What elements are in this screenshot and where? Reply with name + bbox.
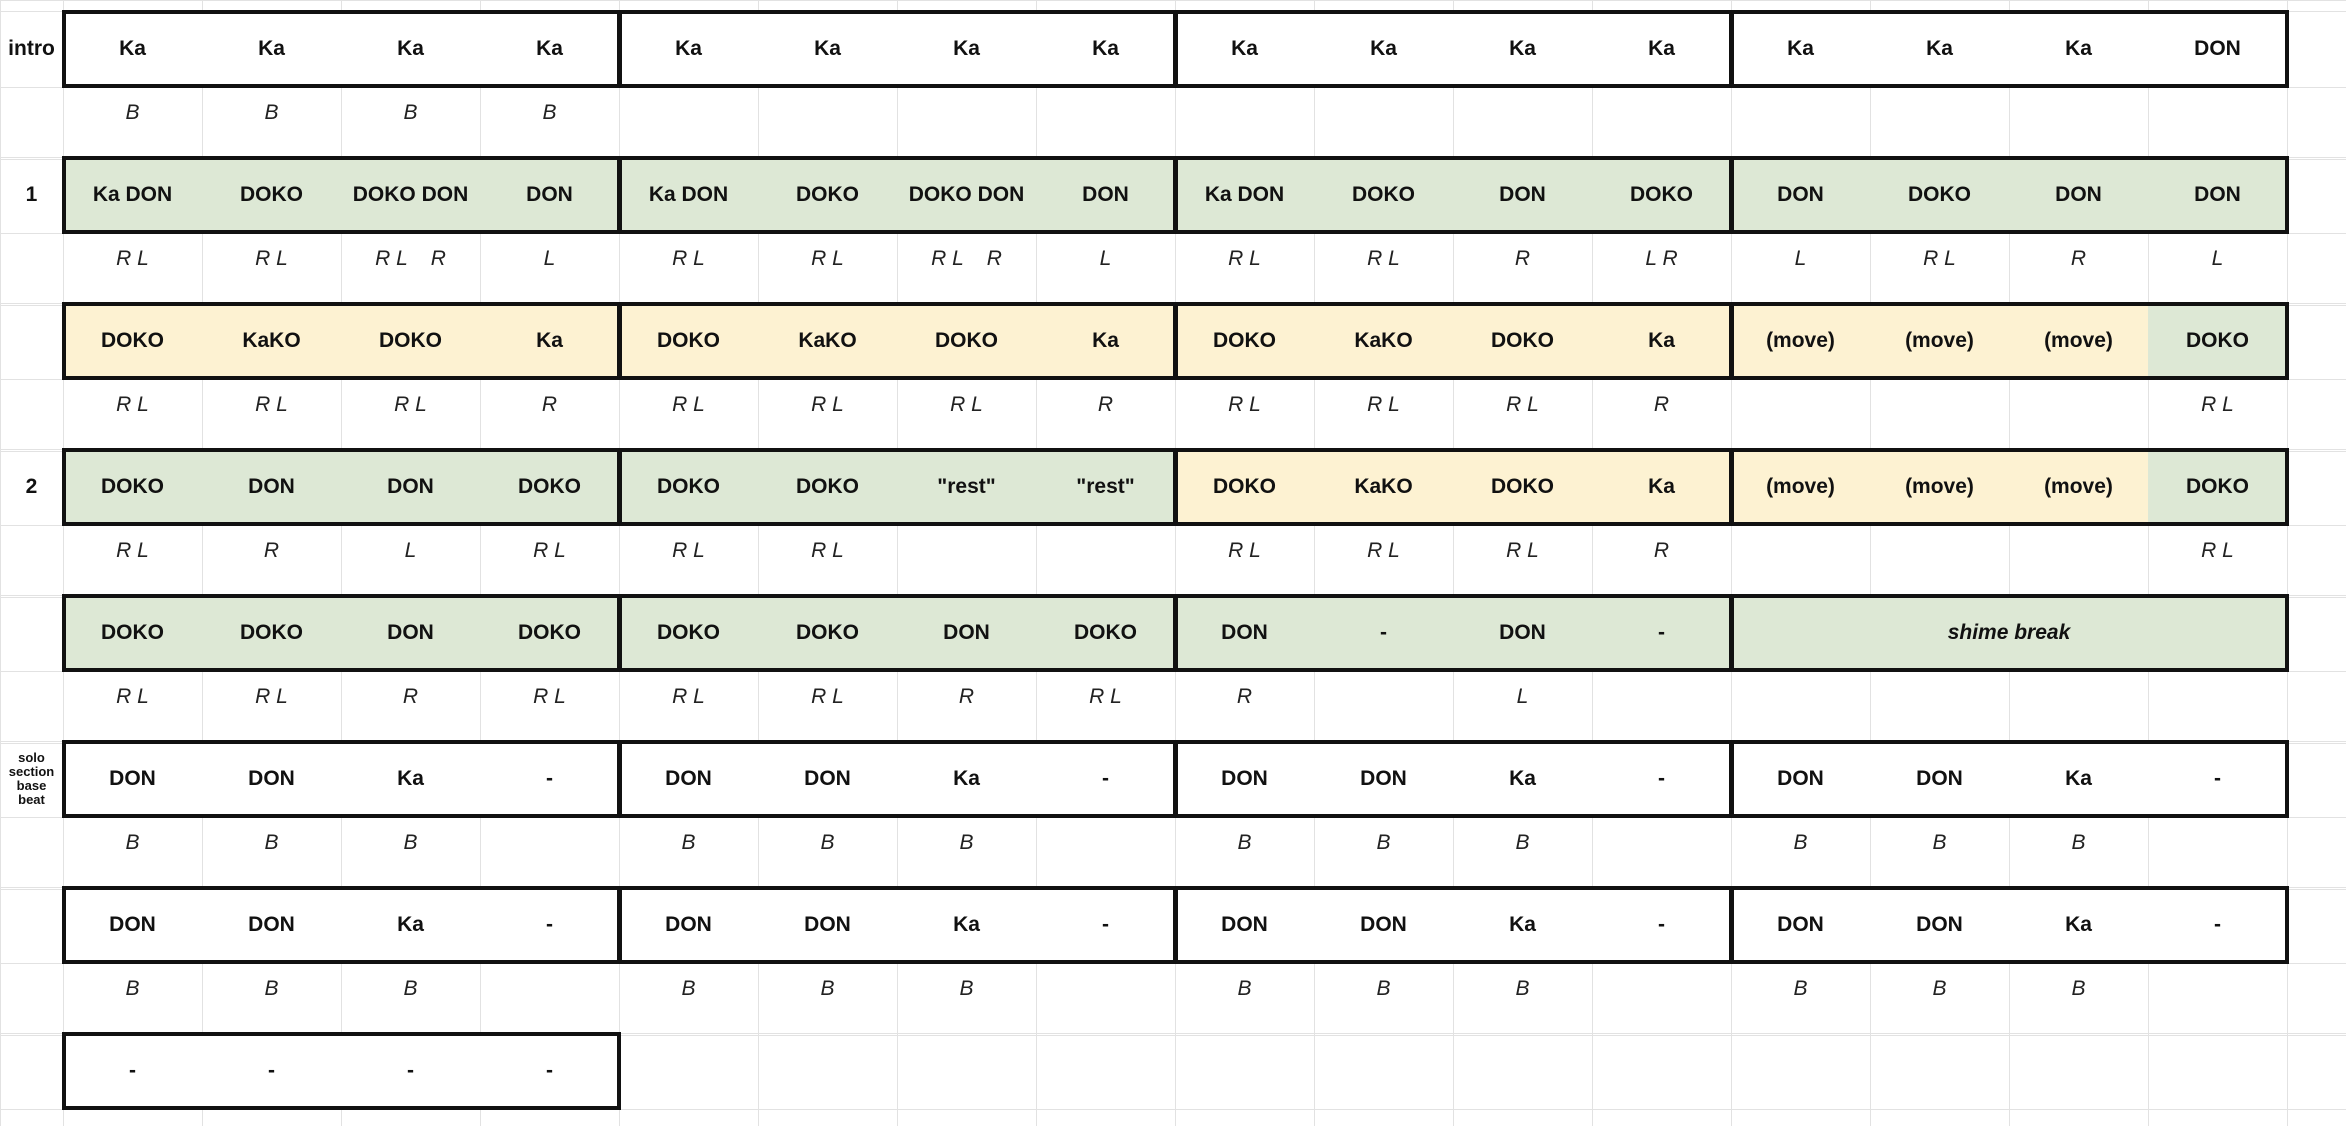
hand-annotation: R <box>1653 393 1670 416</box>
beat-cell: DOKO <box>758 449 897 525</box>
beat-cell: Ka <box>1036 11 1175 87</box>
beat-cell: DOKO <box>1453 449 1592 525</box>
beat-cell: (move) <box>1870 303 2009 379</box>
measure-border <box>1174 10 1733 88</box>
beat-cell: DON <box>758 887 897 963</box>
beat-cell: DON <box>1731 741 1870 817</box>
beat-cell: DON <box>1175 887 1314 963</box>
beat-cell: DON <box>1453 595 1592 671</box>
measure-border <box>62 10 621 88</box>
beat-cell: DOKO <box>1870 157 2009 233</box>
measure-border <box>618 594 1177 672</box>
hand-annotation: B <box>542 101 557 124</box>
hand-annotation: B <box>403 977 418 1000</box>
hand-annotation: R L <box>1367 539 1400 562</box>
beat-cell: Ka <box>1175 11 1314 87</box>
beat-cell: (move) <box>2009 303 2148 379</box>
hand-annotation: R L <box>2201 539 2234 562</box>
hand-annotation: R L <box>1228 539 1261 562</box>
beat-cell: KaKO <box>1314 303 1453 379</box>
hand-annotation: L <box>1516 685 1529 708</box>
beat-cell: Ka <box>758 11 897 87</box>
hand-annotation: B <box>681 977 696 1000</box>
hand-annotation: B <box>1376 831 1391 854</box>
beat-cell: (move) <box>1731 303 1870 379</box>
shime-break-cell: shime break <box>1731 595 2287 671</box>
beat-cell: (move) <box>2009 449 2148 525</box>
hand-annotation: B <box>959 831 974 854</box>
hand-annotation: R <box>1236 685 1253 708</box>
beat-cell: - <box>1314 595 1453 671</box>
beat-cell: (move) <box>1731 449 1870 525</box>
row-label: solo section base beat <box>8 750 55 807</box>
hand-annotation: R L <box>116 685 149 708</box>
measure-border <box>618 740 1177 818</box>
beat-cell: DON <box>2148 11 2287 87</box>
beat-cell: - <box>1036 741 1175 817</box>
hand-annotation: B <box>959 977 974 1000</box>
hand-annotation: R L <box>1506 539 1539 562</box>
hand-annotation: R L <box>1506 393 1539 416</box>
hand-annotation: B <box>820 977 835 1000</box>
beat-cell: DOKO <box>480 595 619 671</box>
beat-cell: DOKO <box>1036 595 1175 671</box>
beat-cell: DON <box>1314 741 1453 817</box>
beat-cell: (move) <box>1870 449 2009 525</box>
beat-cell: DON <box>202 741 341 817</box>
hand-annotation: R L <box>116 247 149 270</box>
beat-cell: DOKO <box>1314 157 1453 233</box>
measure-border <box>1174 740 1733 818</box>
beat-cell: Ka <box>897 887 1036 963</box>
beat-cell: DOKO <box>63 595 202 671</box>
beat-cell: Ka <box>1453 887 1592 963</box>
beat-cell: DOKO <box>2148 303 2287 379</box>
hand-annotation: B <box>1237 831 1252 854</box>
beat-cell: "rest" <box>897 449 1036 525</box>
beat-cell: Ka <box>897 741 1036 817</box>
beat-cell: DON <box>619 741 758 817</box>
hand-annotation: B <box>1515 831 1530 854</box>
row-label: 2 <box>25 475 38 498</box>
hand-annotation: B <box>2071 831 2086 854</box>
beat-cell: DOKO <box>897 303 1036 379</box>
hand-annotation: L <box>1794 247 1807 270</box>
beat-cell: DOKO DON <box>341 157 480 233</box>
measure-border <box>618 302 1177 380</box>
beat-cell: DON <box>1453 157 1592 233</box>
beat-cell: Ka <box>1592 449 1731 525</box>
beat-cell: - <box>480 741 619 817</box>
beat-cell: Ka <box>480 11 619 87</box>
hand-annotation: L <box>404 539 417 562</box>
beat-cell: - <box>1592 741 1731 817</box>
hand-annotation: R <box>263 539 280 562</box>
beat-cell: KaKO <box>758 303 897 379</box>
beat-cell: DOKO <box>619 303 758 379</box>
measure-border <box>62 740 621 818</box>
hand-annotation: R L <box>116 539 149 562</box>
hand-annotation: R L <box>811 393 844 416</box>
measure-border <box>62 1032 621 1110</box>
beat-cell: DOKO <box>619 449 758 525</box>
beat-cell: DON <box>63 741 202 817</box>
hand-annotation: R L <box>1923 247 1956 270</box>
measure-border <box>62 886 621 964</box>
hand-annotation: B <box>2071 977 2086 1000</box>
hand-annotation: R L <box>1228 393 1261 416</box>
beat-cell: DON <box>758 741 897 817</box>
measure-border <box>62 594 621 672</box>
hand-annotation: R L <box>255 685 288 708</box>
hand-annotation: B <box>1376 977 1391 1000</box>
beat-cell: DOKO <box>1175 449 1314 525</box>
beat-cell: DON <box>202 449 341 525</box>
beat-cell: DON <box>1870 887 2009 963</box>
beat-cell: - <box>202 1033 341 1109</box>
hand-annotation: R L R <box>375 247 446 270</box>
hand-annotation: R <box>1097 393 1114 416</box>
beat-cell: Ka <box>1731 11 1870 87</box>
beat-cell: - <box>1592 595 1731 671</box>
beat-cell: Ka <box>341 741 480 817</box>
beat-cell: Ka <box>341 887 480 963</box>
measure-border <box>618 10 1177 88</box>
beat-cell: Ka <box>1453 741 1592 817</box>
beat-cell: DON <box>2148 157 2287 233</box>
beat-cell: DOKO <box>1175 303 1314 379</box>
beat-cell: Ka <box>897 11 1036 87</box>
hand-annotation: B <box>125 101 140 124</box>
hand-annotation: L <box>2211 247 2224 270</box>
measure-border <box>1730 740 2289 818</box>
hand-annotation: R <box>958 685 975 708</box>
beat-cell: Ka <box>2009 11 2148 87</box>
beat-cell: Ka <box>1592 11 1731 87</box>
beat-cell: Ka <box>1314 11 1453 87</box>
beat-cell: DOKO <box>1592 157 1731 233</box>
beat-cell: Ka <box>2009 887 2148 963</box>
hand-annotation: R L <box>255 393 288 416</box>
beat-cell: DOKO <box>202 595 341 671</box>
measure-border <box>1730 594 2289 672</box>
hand-annotation: R L <box>116 393 149 416</box>
beat-cell: Ka <box>1870 11 2009 87</box>
row-label: intro <box>8 37 55 60</box>
beat-cell: DON <box>63 887 202 963</box>
beat-cell: Ka <box>2009 741 2148 817</box>
hand-annotation: R L <box>672 247 705 270</box>
grid-line-horizontal <box>0 0 2346 1</box>
measure-border <box>62 448 621 526</box>
beat-cell: DON <box>2009 157 2148 233</box>
measure-border <box>1174 594 1733 672</box>
measure-border <box>1730 302 2289 380</box>
hand-annotation: B <box>1237 977 1252 1000</box>
beat-cell: - <box>480 1033 619 1109</box>
hand-annotation: R <box>1653 539 1670 562</box>
beat-cell: DON <box>341 449 480 525</box>
beat-cell: - <box>1036 887 1175 963</box>
beat-cell: Ka DON <box>1175 157 1314 233</box>
hand-annotation: R L <box>2201 393 2234 416</box>
measure-border <box>618 156 1177 234</box>
hand-annotation: R L <box>533 539 566 562</box>
measure-border <box>1174 448 1733 526</box>
hand-annotation: B <box>403 101 418 124</box>
beat-cell: DOKO <box>619 595 758 671</box>
measure-border <box>618 886 1177 964</box>
measure-border <box>1730 10 2289 88</box>
hand-annotation: R L <box>255 247 288 270</box>
hand-annotation: B <box>125 977 140 1000</box>
beat-cell: - <box>63 1033 202 1109</box>
measure-border <box>618 448 1177 526</box>
beat-cell: DOKO <box>1453 303 1592 379</box>
measure-border <box>1730 156 2289 234</box>
beat-cell: Ka <box>619 11 758 87</box>
beat-cell: DOKO <box>341 303 480 379</box>
beat-cell: DOKO <box>202 157 341 233</box>
beat-cell: Ka <box>63 11 202 87</box>
measure-border <box>1730 886 2289 964</box>
beat-cell: DON <box>341 595 480 671</box>
beat-cell: - <box>480 887 619 963</box>
hand-annotation: L R <box>1645 247 1678 270</box>
hand-annotation: R L <box>811 247 844 270</box>
measure-border <box>62 156 621 234</box>
beat-cell: DOKO DON <box>897 157 1036 233</box>
hand-annotation: R L <box>1367 247 1400 270</box>
hand-annotation: B <box>403 831 418 854</box>
measure-border <box>62 302 621 380</box>
beat-cell: DON <box>480 157 619 233</box>
hand-annotation: R <box>541 393 558 416</box>
beat-cell: DON <box>1036 157 1175 233</box>
measure-border <box>1174 156 1733 234</box>
hand-annotation: R <box>1514 247 1531 270</box>
hand-annotation: B <box>1793 977 1808 1000</box>
hand-annotation: B <box>264 977 279 1000</box>
beat-cell: Ka <box>1592 303 1731 379</box>
beat-cell: DOKO <box>63 449 202 525</box>
beat-cell: DOKO <box>758 157 897 233</box>
hand-annotation: B <box>264 831 279 854</box>
hand-annotation: R L <box>672 539 705 562</box>
beat-cell: DON <box>897 595 1036 671</box>
hand-annotation: L <box>543 247 556 270</box>
beat-cell: Ka DON <box>619 157 758 233</box>
hand-annotation: L <box>1099 247 1112 270</box>
hand-annotation: R L <box>672 393 705 416</box>
hand-annotation: B <box>1793 831 1808 854</box>
beat-cell: DOKO <box>2148 449 2287 525</box>
hand-annotation: R L <box>811 685 844 708</box>
row-label: 1 <box>25 183 38 206</box>
hand-annotation: B <box>820 831 835 854</box>
hand-annotation: R L <box>1228 247 1261 270</box>
beat-cell: KaKO <box>202 303 341 379</box>
beat-cell: KaKO <box>1314 449 1453 525</box>
beat-cell: - <box>2148 887 2287 963</box>
beat-cell: DON <box>619 887 758 963</box>
hand-annotation: B <box>1932 831 1947 854</box>
measure-border <box>1730 448 2289 526</box>
beat-cell: Ka DON <box>63 157 202 233</box>
hand-annotation: R L <box>394 393 427 416</box>
hand-annotation: B <box>681 831 696 854</box>
hand-annotation: R <box>402 685 419 708</box>
beat-cell: DOKO <box>63 303 202 379</box>
hand-annotation: B <box>264 101 279 124</box>
beat-cell: Ka <box>480 303 619 379</box>
beat-cell: DOKO <box>480 449 619 525</box>
hand-annotation: B <box>1932 977 1947 1000</box>
beat-cell: Ka <box>1036 303 1175 379</box>
beat-cell: DON <box>1314 887 1453 963</box>
hand-annotation: R L <box>672 685 705 708</box>
beat-cell: "rest" <box>1036 449 1175 525</box>
beat-cell: - <box>2148 741 2287 817</box>
beat-cell: DON <box>1175 595 1314 671</box>
beat-cell: Ka <box>1453 11 1592 87</box>
beat-cell: DON <box>1175 741 1314 817</box>
hand-annotation: R L <box>533 685 566 708</box>
beat-cell: DOKO <box>758 595 897 671</box>
beat-cell: DON <box>1731 887 1870 963</box>
hand-annotation: R L <box>1089 685 1122 708</box>
beat-cell: DON <box>202 887 341 963</box>
hand-annotation: R L <box>1367 393 1400 416</box>
beat-cell: DON <box>1870 741 2009 817</box>
hand-annotation: B <box>125 831 140 854</box>
beat-cell: - <box>1592 887 1731 963</box>
hand-annotation: B <box>1515 977 1530 1000</box>
hand-annotation: R L <box>950 393 983 416</box>
hand-annotation: R <box>2070 247 2087 270</box>
beat-cell: Ka <box>341 11 480 87</box>
beat-cell: DON <box>1731 157 1870 233</box>
hand-annotation: R L R <box>931 247 1002 270</box>
measure-border <box>1174 302 1733 380</box>
hand-annotation: R L <box>811 539 844 562</box>
beat-cell: Ka <box>202 11 341 87</box>
measure-border <box>1174 886 1733 964</box>
beat-cell: - <box>341 1033 480 1109</box>
